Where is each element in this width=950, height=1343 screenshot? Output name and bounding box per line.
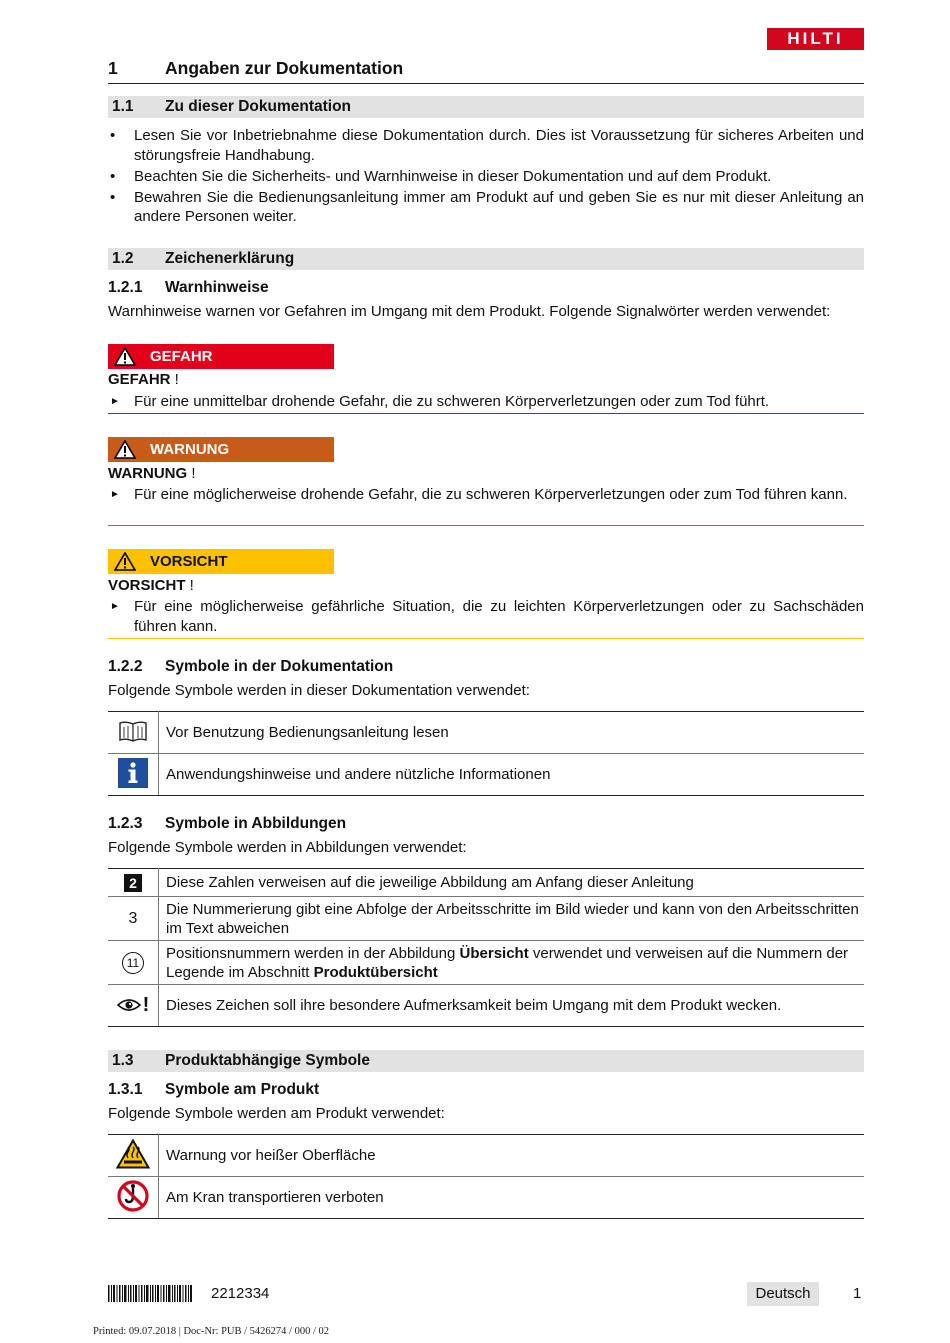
warning-triangle-icon <box>114 347 136 366</box>
symbol-cell <box>108 1177 159 1219</box>
documentation-symbols-intro: Folgende Symbole werden in dieser Dokumentation verwendet: <box>108 682 530 699</box>
table-row <box>108 1135 864 1177</box>
section-heading-1-2 <box>108 248 864 270</box>
section-number: 1.1 <box>112 98 134 115</box>
product-symbols-intro: Folgende Symbole werden am Produkt verwendet: <box>108 1105 445 1122</box>
page-number: 1 <box>853 1285 862 1302</box>
subsection-number: 1.3.1 <box>108 1081 143 1098</box>
subsection-number: 1.2.2 <box>108 658 143 675</box>
warning-signal-word: WARNUNG ! <box>108 465 196 482</box>
hot-surface-warning-icon <box>116 1139 150 1169</box>
step-number-icon: 3 <box>128 909 138 927</box>
chapter-number: 1 <box>108 58 118 78</box>
subsection-heading-1-2-2 <box>108 658 864 678</box>
danger-rule <box>108 413 864 414</box>
symbol-cell <box>108 712 159 754</box>
info-icon <box>118 758 148 788</box>
language-tag: Deutsch <box>747 1282 819 1306</box>
warning-rule <box>108 525 864 526</box>
symbol-cell <box>108 754 159 796</box>
warning-label: WARNUNG <box>150 441 230 458</box>
warning-triangle-icon <box>114 552 136 571</box>
section-title: Produktabhängige Symbole <box>165 1052 370 1069</box>
warning-banner <box>108 437 334 462</box>
symbol-description: Am Kran transportieren verboten <box>159 1177 865 1219</box>
section-number: 1.2 <box>112 250 134 267</box>
caution-description: ► Für eine möglicherweise gefährliche Situation, die zu leichten Körperverletzungen oder zu Sachschäden führen kann. <box>110 598 864 635</box>
figure-number-icon: 2 <box>124 874 142 892</box>
caution-banner <box>108 549 334 574</box>
danger-label: GEFAHR <box>150 348 213 365</box>
danger-signal-word: GEFAHR ! <box>108 371 179 388</box>
barcode-icon <box>108 1285 192 1302</box>
warnings-intro: Warnhinweise warnen vor Gefahren im Umgang mit dem Produkt. Folgende Signalwörter werden verwendet: <box>108 303 831 320</box>
section-number: 1.3 <box>112 1052 134 1069</box>
chapter-heading <box>108 58 864 84</box>
section-heading-1-3 <box>108 1050 864 1072</box>
table-row <box>108 869 864 897</box>
caution-signal-word: VORSICHT ! <box>108 577 194 594</box>
list-item: • Lesen Sie vor Inbetriebnahme diese Dokumentation durch. Dies ist Voraussetzung für sicheres Arbeiten und störungsfreie Handhabung. <box>110 127 864 164</box>
documentation-symbols-table <box>108 711 864 796</box>
position-number-icon: 11 <box>122 952 144 974</box>
print-info: Printed: 09.07.2018 | Doc-Nr: PUB / 5426274 / 000 / 02 <box>93 1326 330 1337</box>
subsection-title: Symbole am Produkt <box>165 1081 320 1098</box>
subsection-number: 1.2.1 <box>108 279 143 296</box>
section-heading-1-1 <box>108 96 864 118</box>
subsection-title: Symbole in Abbildungen <box>165 815 347 832</box>
illustration-symbols-intro: Folgende Symbole werden in Abbildungen verwendet: <box>108 839 467 856</box>
arrow-right-icon: ► <box>110 396 120 407</box>
hilti-logo: HILTI <box>767 28 864 50</box>
danger-banner <box>108 344 334 369</box>
warning-triangle-icon <box>114 440 136 459</box>
symbol-cell <box>108 897 159 941</box>
symbol-cell <box>108 985 159 1027</box>
subsection-title: Warnhinweise <box>165 279 269 296</box>
list-item: • Beachten Sie die Sicherheits- und Warnhinweise in dieser Dokumentation und auf dem Produkt. <box>110 167 772 185</box>
symbol-cell <box>108 1135 159 1177</box>
warning-description: ► Für eine möglicherweise drohende Gefahr, die zu schweren Körperverletzungen oder zum Tod führen kann. <box>110 486 848 503</box>
table-row <box>108 1177 864 1219</box>
arrow-right-icon: ► <box>110 489 120 500</box>
arrow-right-icon: ► <box>110 601 120 612</box>
subsection-title: Symbole in der Dokumentation <box>165 658 394 675</box>
subsection-heading-1-2-3 <box>108 815 864 835</box>
book-icon <box>118 719 148 743</box>
symbol-cell <box>108 941 159 985</box>
bullet-icon: • <box>110 188 116 206</box>
symbol-description: Dieses Zeichen soll ihre besondere Aufmerksamkeit beim Umgang mit dem Produkt wecken. <box>159 985 865 1027</box>
section-title: Zeichenerklärung <box>165 250 295 267</box>
symbol-description: Positionsnummern werden in der Abbildung Übersicht verwendet und verweisen auf die Nummern der Legende im Abschnitt Produktübersicht <box>159 941 865 985</box>
bullet-icon: • <box>110 127 116 144</box>
product-symbols-table <box>108 1134 864 1219</box>
attention-eye-icon: ! <box>117 995 150 1015</box>
table-row <box>108 985 864 1027</box>
symbol-description: Vor Benutzung Bedienungsanleitung lesen <box>159 712 865 754</box>
caution-rule <box>108 638 864 639</box>
bullet-icon: • <box>110 167 116 185</box>
table-row <box>108 754 864 796</box>
caution-label: VORSICHT <box>150 553 228 570</box>
subsection-heading-1-3-1 <box>108 1081 864 1101</box>
section-title: Zu dieser Dokumentation <box>165 98 352 115</box>
subsection-number: 1.2.3 <box>108 815 143 832</box>
symbol-description: Anwendungshinweise und andere nützliche Informationen <box>159 754 865 796</box>
table-row <box>108 897 864 941</box>
symbol-description: Diese Zahlen verweisen auf die jeweilige Abbildung am Anfang dieser Anleitung <box>159 869 865 897</box>
illustration-symbols-table <box>108 868 864 1027</box>
danger-description: ► Für eine unmittelbar drohende Gefahr, die zu schweren Körperverletzungen oder zum Tod führt. <box>110 393 770 410</box>
documentation-bullet-list <box>108 126 864 228</box>
no-crane-transport-icon <box>117 1180 149 1212</box>
table-row <box>108 941 864 985</box>
chapter-title: Angaben zur Dokumentation <box>165 58 404 78</box>
symbol-cell <box>108 869 159 897</box>
subsection-heading-1-2-1 <box>108 279 864 299</box>
list-item: • Bewahren Sie die Bedienungsanleitung immer am Produkt auf und geben Sie es nur mit dieser Anleitung an andere Personen weiter. <box>110 188 864 225</box>
table-row <box>108 712 864 754</box>
symbol-description: Warnung vor heißer Oberfläche <box>159 1135 865 1177</box>
article-number: 2212334 <box>211 1285 270 1302</box>
symbol-description: Die Nummerierung gibt eine Abfolge der Arbeitsschritte im Bild wieder und kann von den Arbeitsschritten im Text abweichen <box>159 897 865 941</box>
